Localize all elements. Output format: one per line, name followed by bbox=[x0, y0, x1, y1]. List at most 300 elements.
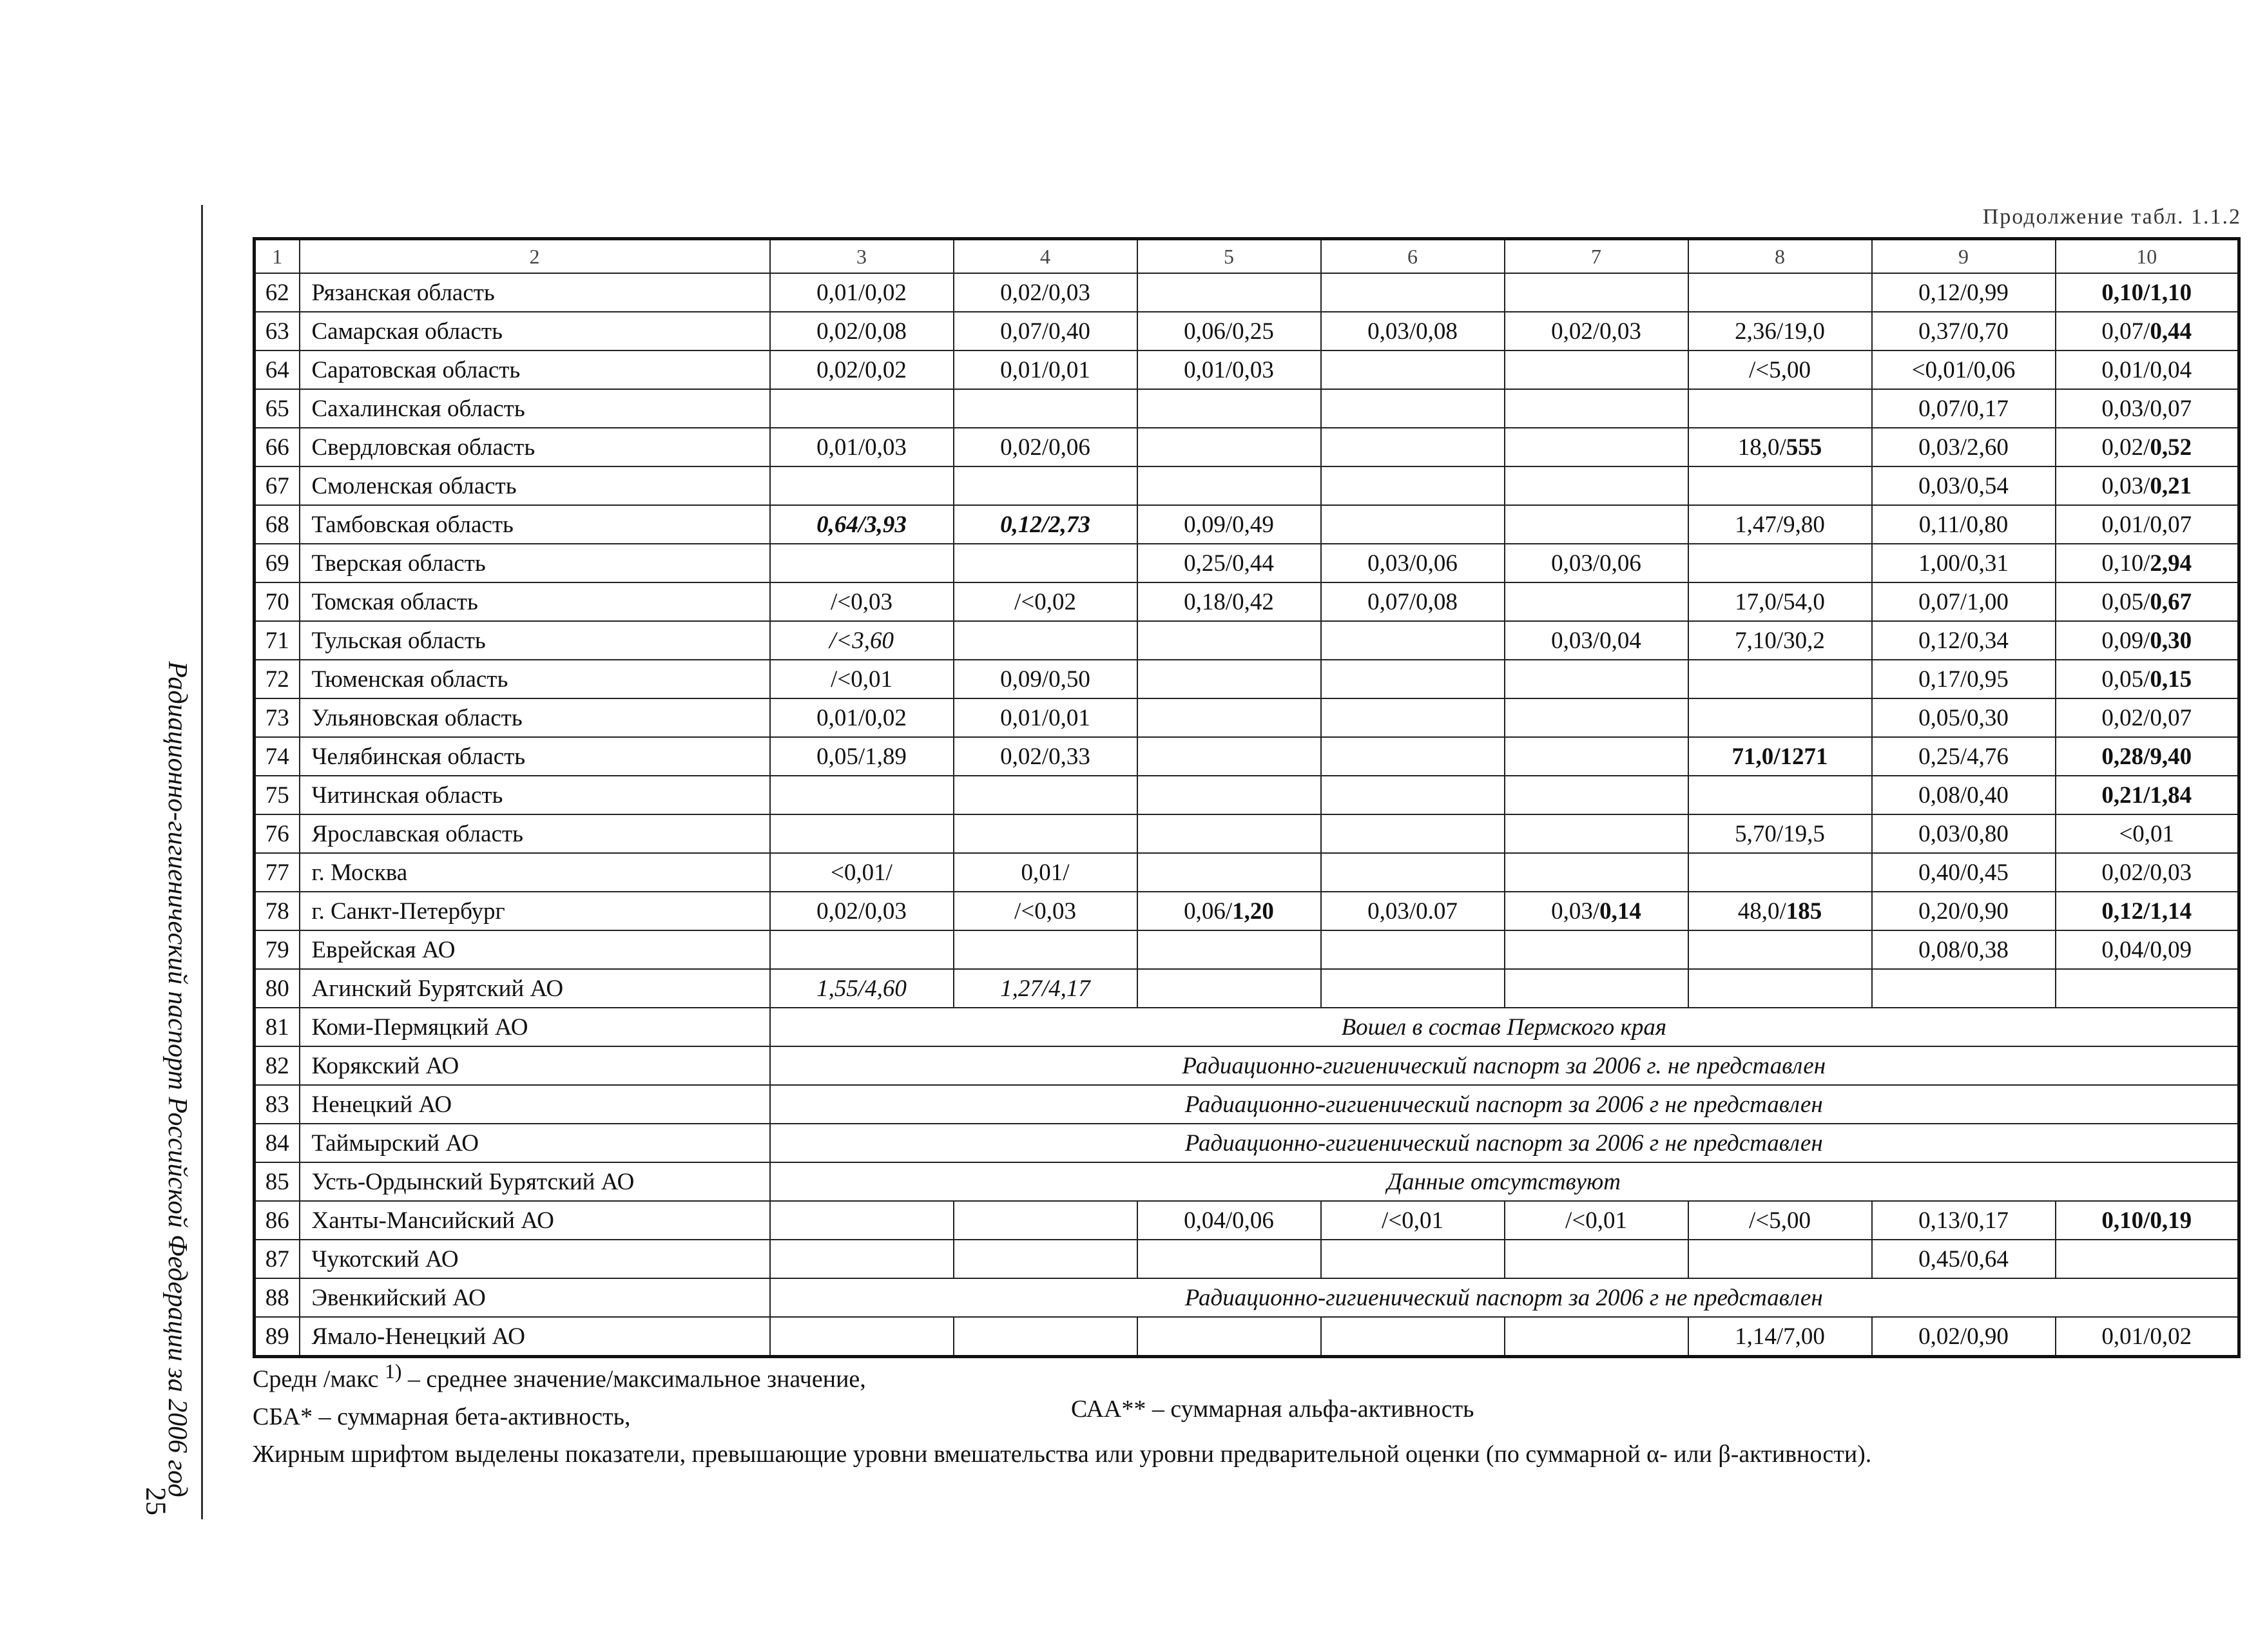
table-cell bbox=[1137, 273, 1321, 312]
footnote-line-2: СБА* – суммарная бета-активность, bbox=[253, 1403, 631, 1430]
table-row bbox=[255, 969, 2239, 1008]
footnote-abbr: Средн /макс bbox=[253, 1365, 379, 1393]
table-cell: <0,01 bbox=[2056, 814, 2239, 853]
cell-part: 0,10/ bbox=[2101, 550, 2150, 577]
table-row bbox=[255, 544, 2239, 582]
table-cell bbox=[1688, 273, 1872, 312]
table-cell: 0,02/0,07 bbox=[2056, 698, 2239, 737]
table-row bbox=[255, 1240, 2239, 1278]
table-cell: 0,17/0,95 bbox=[1872, 660, 2056, 698]
table-cell: 0,03/0,08 bbox=[1321, 312, 1505, 351]
table-cell: /<5,00 bbox=[1688, 351, 1872, 389]
table-cell: 0,25/0,44 bbox=[1137, 544, 1321, 582]
row-number: 85 bbox=[255, 1162, 300, 1201]
region-name: Ненецкий АО bbox=[300, 1085, 770, 1124]
table-row bbox=[255, 312, 2239, 351]
table-cell: 0,12/1,14 bbox=[2056, 892, 2239, 930]
table-row bbox=[255, 1317, 2239, 1357]
table-cell bbox=[954, 389, 1137, 428]
table-cell bbox=[1505, 582, 1688, 621]
table-cell bbox=[1688, 892, 1872, 930]
table-cell bbox=[1688, 969, 1872, 1008]
table-cell bbox=[1321, 1317, 1505, 1357]
cell-part: 0,05/ bbox=[2101, 666, 2150, 693]
region-name: г. Москва bbox=[300, 853, 770, 892]
table-continuation-label: Продолжение табл. 1.1.2 bbox=[1982, 205, 2241, 229]
table-cell bbox=[1137, 621, 1321, 660]
cell-part: 0,03/ bbox=[2101, 472, 2150, 499]
table-cell bbox=[1321, 969, 1505, 1008]
table-cell bbox=[1137, 660, 1321, 698]
table-cell bbox=[1505, 428, 1688, 466]
row-number: 79 bbox=[255, 930, 300, 969]
table-cell bbox=[1321, 660, 1505, 698]
region-name: Саратовская область bbox=[300, 351, 770, 389]
table-row bbox=[255, 351, 2239, 389]
cell-part-bold: 0,44 bbox=[2150, 318, 2192, 345]
row-number: 82 bbox=[255, 1046, 300, 1085]
table-row bbox=[255, 1085, 2239, 1124]
table-cell bbox=[770, 1317, 954, 1357]
region-name: Агинский Бурятский АО bbox=[300, 969, 770, 1008]
table-cell bbox=[954, 1317, 1137, 1357]
table-cell: 0,20/0,90 bbox=[1872, 892, 2056, 930]
cell-part-bold: 555 bbox=[1786, 434, 1822, 461]
table-row bbox=[255, 428, 2239, 466]
cell-part: 0,09/ bbox=[2101, 627, 2150, 654]
row-number: 83 bbox=[255, 1085, 300, 1124]
row-number: 67 bbox=[255, 466, 300, 505]
footnote-marker: 1) bbox=[384, 1360, 402, 1383]
region-name: Тамбовская область bbox=[300, 505, 770, 544]
table-cell bbox=[1505, 466, 1688, 505]
table-row bbox=[255, 814, 2239, 853]
table-cell: 0,13/0,17 bbox=[1872, 1201, 2056, 1240]
table-cell bbox=[1137, 1240, 1321, 1278]
table-row bbox=[255, 1046, 2239, 1085]
row-number: 88 bbox=[255, 1278, 300, 1317]
table-cell bbox=[2056, 544, 2239, 582]
table-cell bbox=[770, 814, 954, 853]
table-cell bbox=[1688, 389, 1872, 428]
table-cell: 0,05/0,30 bbox=[1872, 698, 2056, 737]
cell-part-bold: 0,14 bbox=[1599, 898, 1641, 925]
table-cell bbox=[1505, 853, 1688, 892]
table-cell: 0,28/9,40 bbox=[2056, 737, 2239, 776]
table-cell: 0,01/0,01 bbox=[954, 698, 1137, 737]
region-name: Эвенкийский АО bbox=[300, 1278, 770, 1317]
table-cell bbox=[1321, 853, 1505, 892]
table-cell bbox=[1505, 1240, 1688, 1278]
table-cell: 0,18/0,42 bbox=[1137, 582, 1321, 621]
table-cell bbox=[1137, 698, 1321, 737]
table-cell bbox=[1505, 930, 1688, 969]
row-number: 84 bbox=[255, 1124, 300, 1162]
table-cell: /<0,02 bbox=[954, 582, 1137, 621]
table-row bbox=[255, 698, 2239, 737]
table-cell bbox=[1321, 273, 1505, 312]
table-cell: 1,00/0,31 bbox=[1872, 544, 2056, 582]
table-cell: 0,02/0,08 bbox=[770, 312, 954, 351]
table-cell: 0,40/0,45 bbox=[1872, 853, 2056, 892]
table-cell: 0,02/0,33 bbox=[954, 737, 1137, 776]
merged-note-cell: Радиационно-гигиенический паспорт за 2006 г не представлен bbox=[770, 1124, 2239, 1162]
table-cell bbox=[1321, 351, 1505, 389]
table-cell: /<0,01 bbox=[770, 660, 954, 698]
table-cell: 0,05/1,89 bbox=[770, 737, 954, 776]
table-cell: /<0,01 bbox=[1321, 1201, 1505, 1240]
table-cell: 0,08/0,38 bbox=[1872, 930, 2056, 969]
region-name: Корякский АО bbox=[300, 1046, 770, 1085]
column-header: 2 bbox=[300, 239, 770, 274]
table-cell bbox=[1137, 853, 1321, 892]
region-name: Усть-Ордынский Бурятский АО bbox=[300, 1162, 770, 1201]
table-cell: 0,02/0,03 bbox=[770, 892, 954, 930]
column-header: 4 bbox=[954, 239, 1137, 274]
table-cell: 17,0/54,0 bbox=[1688, 582, 1872, 621]
table-cell bbox=[770, 930, 954, 969]
region-name: Коми-Пермяцкий АО bbox=[300, 1008, 770, 1046]
table-cell: 0,01/0,02 bbox=[770, 698, 954, 737]
table-cell: 1,27/4,17 bbox=[954, 969, 1137, 1008]
row-number: 66 bbox=[255, 428, 300, 466]
table-cell bbox=[954, 814, 1137, 853]
row-number: 75 bbox=[255, 776, 300, 814]
table-cell: 0,07/0,40 bbox=[954, 312, 1137, 351]
table-cell bbox=[1505, 273, 1688, 312]
table-cell bbox=[1137, 930, 1321, 969]
table-row bbox=[255, 853, 2239, 892]
table-cell bbox=[1137, 466, 1321, 505]
table-cell: 0,21/1,84 bbox=[2056, 776, 2239, 814]
table-row bbox=[255, 389, 2239, 428]
table-cell bbox=[954, 621, 1137, 660]
table-cell: 0,12/2,73 bbox=[954, 505, 1137, 544]
row-number: 81 bbox=[255, 1008, 300, 1046]
region-name: Ханты-Мансийский АО bbox=[300, 1201, 770, 1240]
row-number: 77 bbox=[255, 853, 300, 892]
row-number: 70 bbox=[255, 582, 300, 621]
cell-part-bold: 2,94 bbox=[2150, 550, 2192, 577]
table-row bbox=[255, 1278, 2239, 1317]
row-number: 78 bbox=[255, 892, 300, 930]
table-cell: 0,03/0,06 bbox=[1321, 544, 1505, 582]
table-cell: 2,36/19,0 bbox=[1688, 312, 1872, 351]
table-cell bbox=[1137, 428, 1321, 466]
table-row bbox=[255, 582, 2239, 621]
table-cell: 0,04/0,09 bbox=[2056, 930, 2239, 969]
table-row bbox=[255, 1008, 2239, 1046]
table-cell bbox=[954, 776, 1137, 814]
table-cell bbox=[1505, 776, 1688, 814]
footnote-line-2-col2: САА** – суммарная альфа-активность bbox=[1071, 1396, 1474, 1423]
table-cell bbox=[2056, 428, 2239, 466]
row-number: 69 bbox=[255, 544, 300, 582]
table-cell: 0,01/0,03 bbox=[770, 428, 954, 466]
table-cell bbox=[1137, 389, 1321, 428]
column-header: 8 bbox=[1688, 239, 1872, 274]
table-row bbox=[255, 1124, 2239, 1162]
table-cell bbox=[1321, 505, 1505, 544]
table-cell bbox=[1688, 660, 1872, 698]
row-number: 68 bbox=[255, 505, 300, 544]
table-cell bbox=[1505, 698, 1688, 737]
table-row bbox=[255, 621, 2239, 660]
table-cell bbox=[2056, 660, 2239, 698]
table-cell bbox=[1505, 660, 1688, 698]
table-cell bbox=[1688, 698, 1872, 737]
cell-part-bold: 0,67 bbox=[2150, 588, 2192, 615]
region-name: Чукотский АО bbox=[300, 1240, 770, 1278]
cell-part: 0,02/ bbox=[2101, 434, 2150, 461]
table-header-row bbox=[255, 239, 2239, 274]
table-cell bbox=[1321, 737, 1505, 776]
table-cell: 0,09/0,50 bbox=[954, 660, 1137, 698]
column-header: 5 bbox=[1137, 239, 1321, 274]
region-name: Ярославская область bbox=[300, 814, 770, 853]
table-cell: <0,01/0,06 bbox=[1872, 351, 2056, 389]
table-cell: 0,45/0,64 bbox=[1872, 1240, 2056, 1278]
table-cell bbox=[1688, 544, 1872, 582]
table-cell bbox=[1137, 1317, 1321, 1357]
table-cell bbox=[1321, 389, 1505, 428]
table-cell bbox=[1321, 621, 1505, 660]
row-number: 76 bbox=[255, 814, 300, 853]
table-cell bbox=[1505, 505, 1688, 544]
table-cell: 0,03/0,06 bbox=[1505, 544, 1688, 582]
table-row bbox=[255, 273, 2239, 312]
region-name: Сахалинская область bbox=[300, 389, 770, 428]
table-cell: 0,11/0,80 bbox=[1872, 505, 2056, 544]
table-cell: 0,07/1,00 bbox=[1872, 582, 2056, 621]
merged-note-cell: Радиационно-гигиенический паспорт за 2006 г не представлен bbox=[770, 1278, 2239, 1317]
table-cell: 0,64/3,93 bbox=[770, 505, 954, 544]
page-margin-rule bbox=[201, 205, 203, 1519]
table-cell bbox=[2056, 621, 2239, 660]
table-row bbox=[255, 892, 2239, 930]
merged-note-cell: Радиационно-гигиенический паспорт за 2006 г. не представлен bbox=[770, 1046, 2239, 1085]
row-number: 89 bbox=[255, 1317, 300, 1357]
row-number: 62 bbox=[255, 273, 300, 312]
table-cell bbox=[954, 1201, 1137, 1240]
row-number: 71 bbox=[255, 621, 300, 660]
cell-part-bold: 0,15 bbox=[2150, 666, 2192, 693]
table-cell bbox=[1321, 698, 1505, 737]
region-name: Самарская область bbox=[300, 312, 770, 351]
column-header: 6 bbox=[1321, 239, 1505, 274]
footnote-text: – среднее значение/максимальное значение, bbox=[401, 1365, 866, 1393]
table-cell: 0,09/0,49 bbox=[1137, 505, 1321, 544]
table-cell: 1,47/9,80 bbox=[1688, 505, 1872, 544]
table-cell bbox=[954, 930, 1137, 969]
footnote-line-3: Жирным шрифтом выделены показатели, превышающие уровни вмешательства или уровни предварительной оценки (по суммарной α- или β-активности). bbox=[253, 1440, 1872, 1468]
table-cell: 0,12/0,34 bbox=[1872, 621, 2056, 660]
cell-part: 48,0/ bbox=[1737, 898, 1786, 925]
table-cell bbox=[1137, 737, 1321, 776]
column-header: 10 bbox=[2056, 239, 2239, 274]
table-cell bbox=[770, 776, 954, 814]
region-name: Тульская область bbox=[300, 621, 770, 660]
row-number: 72 bbox=[255, 660, 300, 698]
cell-part: 0,06/ bbox=[1184, 898, 1233, 925]
table-cell bbox=[1505, 969, 1688, 1008]
table-row bbox=[255, 466, 2239, 505]
row-number: 74 bbox=[255, 737, 300, 776]
table-cell: 0,02/0,90 bbox=[1872, 1317, 2056, 1357]
cell-part: 18,0/ bbox=[1737, 434, 1786, 461]
page-number: 25 bbox=[140, 1487, 172, 1515]
cell-part: 0,07/ bbox=[2101, 318, 2150, 345]
table-cell bbox=[1321, 814, 1505, 853]
table-cell: 1,14/7,00 bbox=[1688, 1317, 1872, 1357]
radiation-data-table bbox=[253, 237, 2241, 1358]
table-cell: /<0,01 bbox=[1505, 1201, 1688, 1240]
table-cell bbox=[2056, 582, 2239, 621]
table-cell: 0,01/0,04 bbox=[2056, 351, 2239, 389]
table-cell bbox=[1321, 776, 1505, 814]
row-number: 80 bbox=[255, 969, 300, 1008]
cell-part: 0,03/ bbox=[1551, 898, 1600, 925]
table-cell: 71,0/1271 bbox=[1688, 737, 1872, 776]
footnote-line-1 bbox=[253, 1353, 1871, 1398]
table-cell bbox=[1505, 892, 1688, 930]
column-header: 9 bbox=[1872, 239, 2056, 274]
table-cell: 0,07/0,17 bbox=[1872, 389, 2056, 428]
table-cell: /<0,03 bbox=[954, 892, 1137, 930]
table-cell: 0,02/0,03 bbox=[1505, 312, 1688, 351]
region-name: Тюменская область bbox=[300, 660, 770, 698]
table-cell: 1,55/4,60 bbox=[770, 969, 954, 1008]
table-cell bbox=[954, 466, 1137, 505]
table-cell bbox=[1688, 1240, 1872, 1278]
table-cell bbox=[1505, 814, 1688, 853]
table-cell: 0,01/0,02 bbox=[770, 273, 954, 312]
table-cell bbox=[1505, 351, 1688, 389]
merged-note-cell: Данные отсутствуют bbox=[770, 1162, 2239, 1201]
region-name: Тверская область bbox=[300, 544, 770, 582]
region-name: Ямало-Ненецкий АО bbox=[300, 1317, 770, 1357]
table-cell bbox=[2056, 1240, 2239, 1278]
table-cell: 0,37/0,70 bbox=[1872, 312, 2056, 351]
column-header: 7 bbox=[1505, 239, 1688, 274]
table-cell: 0,06/0,25 bbox=[1137, 312, 1321, 351]
table-cell bbox=[2056, 969, 2239, 1008]
cell-part-bold: 0,21 bbox=[2150, 472, 2192, 499]
region-name: Свердловская область bbox=[300, 428, 770, 466]
table-footnotes bbox=[253, 1353, 1871, 1473]
table-cell bbox=[1321, 1240, 1505, 1278]
table-cell: 0,04/0,06 bbox=[1137, 1201, 1321, 1240]
table-cell bbox=[1505, 737, 1688, 776]
table-cell: 0,07/0,08 bbox=[1321, 582, 1505, 621]
cell-part: 0,05/ bbox=[2101, 588, 2150, 615]
cell-part-bold: 185 bbox=[1786, 898, 1822, 925]
table-cell: 0,02/0,03 bbox=[954, 273, 1137, 312]
table-cell bbox=[954, 1240, 1137, 1278]
table-cell bbox=[2056, 312, 2239, 351]
region-name: Смоленская область bbox=[300, 466, 770, 505]
cell-part-bold: 1,20 bbox=[1232, 898, 1274, 925]
table-cell bbox=[1137, 814, 1321, 853]
table-cell bbox=[770, 389, 954, 428]
document-side-title: Радиационно-гигиенический паспорт Российской Федерации за 2006 год bbox=[162, 661, 192, 1497]
table-cell: 0,12/0,99 bbox=[1872, 273, 2056, 312]
row-number: 73 bbox=[255, 698, 300, 737]
table-cell bbox=[1137, 776, 1321, 814]
table-cell bbox=[1688, 853, 1872, 892]
table-cell: 5,70/19,5 bbox=[1688, 814, 1872, 853]
table-cell: 0,02/0,02 bbox=[770, 351, 954, 389]
table-cell: 0,01/0,02 bbox=[2056, 1317, 2239, 1357]
table-cell: 0,03/0,04 bbox=[1505, 621, 1688, 660]
table-cell: 0,02/0,06 bbox=[954, 428, 1137, 466]
table-cell bbox=[1505, 1317, 1688, 1357]
table-cell: 0,25/4,76 bbox=[1872, 737, 2056, 776]
table-cell: 0,10/0,19 bbox=[2056, 1201, 2239, 1240]
row-number: 63 bbox=[255, 312, 300, 351]
table-row bbox=[255, 1201, 2239, 1240]
table-cell bbox=[770, 1240, 954, 1278]
table-cell bbox=[954, 544, 1137, 582]
column-header: 1 bbox=[255, 239, 300, 274]
region-name: Еврейская АО bbox=[300, 930, 770, 969]
table-cell bbox=[1137, 892, 1321, 930]
table-cell bbox=[770, 1201, 954, 1240]
table-cell: 0,03/0,80 bbox=[1872, 814, 2056, 853]
cell-part-bold: 0,52 bbox=[2150, 434, 2192, 461]
table-row bbox=[255, 660, 2239, 698]
table-row bbox=[255, 930, 2239, 969]
table-cell: <0,01/ bbox=[770, 853, 954, 892]
table-cell bbox=[1321, 428, 1505, 466]
table-cell: /<3,60 bbox=[770, 621, 954, 660]
table-cell bbox=[1321, 930, 1505, 969]
cell-part-bold: 0,30 bbox=[2150, 627, 2192, 654]
column-header: 3 bbox=[770, 239, 954, 274]
region-name: Рязанская область bbox=[300, 273, 770, 312]
table-cell bbox=[770, 544, 954, 582]
table-row bbox=[255, 776, 2239, 814]
merged-note-cell: Вошел в состав Пермского края bbox=[770, 1008, 2239, 1046]
row-number: 64 bbox=[255, 351, 300, 389]
table-cell bbox=[1137, 969, 1321, 1008]
table-cell: /<5,00 bbox=[1688, 1201, 1872, 1240]
table-cell bbox=[1688, 466, 1872, 505]
table-cell bbox=[1505, 389, 1688, 428]
region-name: г. Санкт-Петербург bbox=[300, 892, 770, 930]
table-cell: 0,01/0,03 bbox=[1137, 351, 1321, 389]
table-cell: 0,01/ bbox=[954, 853, 1137, 892]
table-cell: 0,03/2,60 bbox=[1872, 428, 2056, 466]
table-cell: 7,10/30,2 bbox=[1688, 621, 1872, 660]
region-name: Томская область bbox=[300, 582, 770, 621]
row-number: 87 bbox=[255, 1240, 300, 1278]
table-row bbox=[255, 737, 2239, 776]
table-cell bbox=[2056, 466, 2239, 505]
table-cell: 0,08/0,40 bbox=[1872, 776, 2056, 814]
region-name: Таймырский АО bbox=[300, 1124, 770, 1162]
table-cell bbox=[1321, 466, 1505, 505]
table-cell: 0,03/0,54 bbox=[1872, 466, 2056, 505]
table-cell: 0,03/0,07 bbox=[2056, 389, 2239, 428]
table-cell: 0,01/0,07 bbox=[2056, 505, 2239, 544]
table-cell: 0,10/1,10 bbox=[2056, 273, 2239, 312]
table-cell: /<0,03 bbox=[770, 582, 954, 621]
region-name: Читинская область bbox=[300, 776, 770, 814]
table-cell bbox=[1688, 428, 1872, 466]
table-cell bbox=[1688, 776, 1872, 814]
region-name: Челябинская область bbox=[300, 737, 770, 776]
